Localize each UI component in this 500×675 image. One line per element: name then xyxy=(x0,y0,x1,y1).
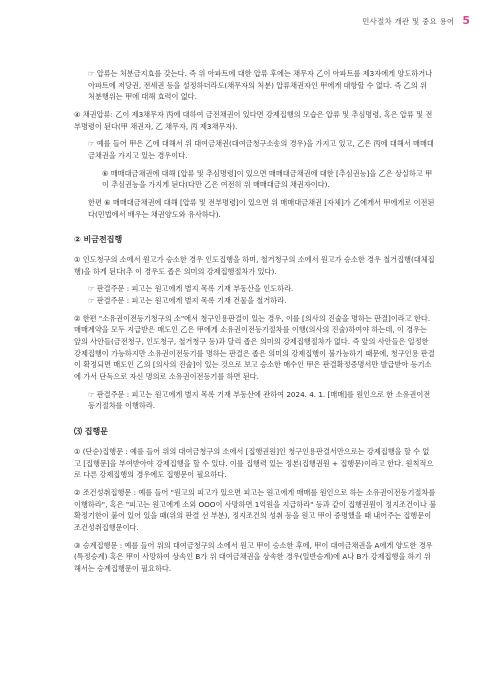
page-body xyxy=(74,68,436,581)
note-paragraph: ☞ 판결주문 : 피고는 원고에게 별지 목록 기재 부동산에 관하여 2024. 4. 1. [매매]를 원인으로 한 소유권이전등기절차를 이행하라. xyxy=(88,389,431,411)
body-paragraph: ① (단순)집행문 : 예를 들어 위의 대여금청구의 소에서 [집행권원]인 청구인용판결서만으로는 강제집행을 할 수 없고 [집행문]을 부여받아야 강제집행을 할 수 있다. 이를 집행력 있는 정본(집행권원 + 집행문)이라고 한다. 원칙적으로 다른 강제집행의 경우에도 집행문이 필요하다. xyxy=(74,447,434,480)
note-paragraph: ☞ 판결주문 : 피고는 원고에게 별지 목록 기재 부동산을 인도하라. xyxy=(88,284,294,294)
running-title: 민사절차 개관 및 중요 용어 xyxy=(362,17,455,26)
body-paragraph: ③ 승계집행문 : 예를 들어 위의 대여금청구의 소에서 원고 甲이 승소한 후에, 甲이 대여금채권을 A에게 양도한 경우(특정승계) 혹은 甲이 사망하여 상속인 B가 위 대여금채권을 상속한 경우(일반승계)에 A나 B가 강제집행을 하기 위해서는 승계집행문이 필요하다. xyxy=(74,540,433,573)
note-paragraph: ☞ 압류는 처분금지효를 갖는다. 즉 위 아파트에 대한 압류 후에는 채무자 乙이 아파트를 제3자에게 양도하거나 아파트에 저당권, 전세권 등을 설정하더라도(채무자의 처분) 압류채권자인 甲에게 대항할 수 없다. 즉 乙의 위 처분행위는 甲에 대해 효력이 없다. xyxy=(88,69,433,102)
section-heading: ② 비금전집행 xyxy=(74,235,123,245)
body-paragraph: ① 인도청구의 소에서 원고가 승소한 경우 인도집행을 하며, 철거청구의 소에서 원고가 승소한 경우 철거집행(대체집행)을 하게 된다(추 이 경우도 좁은 의미의 강제집행절차가 있다). xyxy=(74,255,435,276)
page-header xyxy=(362,14,470,27)
note-paragraph: ☞ 판결주문 : 피고는 원고에게 별지 목록 기재 건물을 철거하라. xyxy=(88,296,287,306)
subsection-paragraph: ④ 채권압류: 乙이 제3채무자 丙에 대하여 금전채권이 있다면 강제집행의 모습은 압류 및 추심명령, 혹은 압류 및 전부명령이 된다(甲 채권자, 乙 채무자, 丙 제3채무자). xyxy=(74,109,433,131)
detail-paragraph: 한편 ⑥ 매매대금채권에 대해 [압류 및 전부명령]이 있으면 위 매매대금채권 [자체]가 乙에게서 甲에게로 이전된다(민법에서 배우는 채권양도와 유사하다). xyxy=(88,197,435,219)
note-paragraph: ☞ 예를 들어 甲은 乙에 대해서 위 대여금채권(대여금청구소송의 경우)을 가지고 있고, 乙은 丙에 대해서 매매대금채권을 가지고 있는 경우이다. xyxy=(88,139,434,160)
body-paragraph: ② 한편 "소유권이전등기청구의 소"에서 청구인용판결이 있는 경우, 이를 [의사의 진술을 명하는 판결]이라고 한다. 매매계약을 모두 지급받은 매도인 乙은 甲에게 소유권이전등기절차를 이행(의사의 진술)하여야 하는데, 이 경우는 앞의 사안들(금전청구, 인도청구, 철거청구 등)과 달리 좁은 의미의 강제집행절차가 없다. 즉 앞의 사안들은 일정한 강제집행이 가능하지만 소유권이전등기를 명하는 판결은 좁은 의미의 강제집행이 불가능하기 때문에, 청구인용 판결이 확정되면 매도인 乙의 [의사의 진술]이 있는 것으로 보고 승소한 매수인 甲은 판결확정증명서만 발급받아 등기소에 가서 단독으로 자신 명의로 소유권이전등기를 하면 된다. xyxy=(74,313,435,382)
body-paragraph: ② 조건성취집행문 : 예를 들어 "원고의 피고가 있으면 피고는 원고에게 매매를 원인으로 하는 소유권이전등기절차를 이행하라", 혹은 "피고는 원고에게 소외 OOO이 사망하면 1억원을 지급하라" 등과 같이 집행권원이 정지조건이나 불확정기한이 붙어 있어 있을 때(위의 판결 선 부분), 정지조건의 성취 등을 원고 甲이 증명했을 때 내어주는 집행문이 조건성취집행문이다. xyxy=(74,487,437,532)
detail-paragraph: ⑥ 매매대금채권에 대해 [압류 및 추심명령]이 있으면 매매대금채권에 대한 [추심권능]을 乙은 상실하고 甲이 추심권능을 가지게 된다(다만 乙은 여전히 위 매매대금의 채권자이다). xyxy=(102,168,433,190)
section-heading: ⑶ 집행문 xyxy=(74,427,108,437)
page-number: 5 xyxy=(462,14,470,27)
